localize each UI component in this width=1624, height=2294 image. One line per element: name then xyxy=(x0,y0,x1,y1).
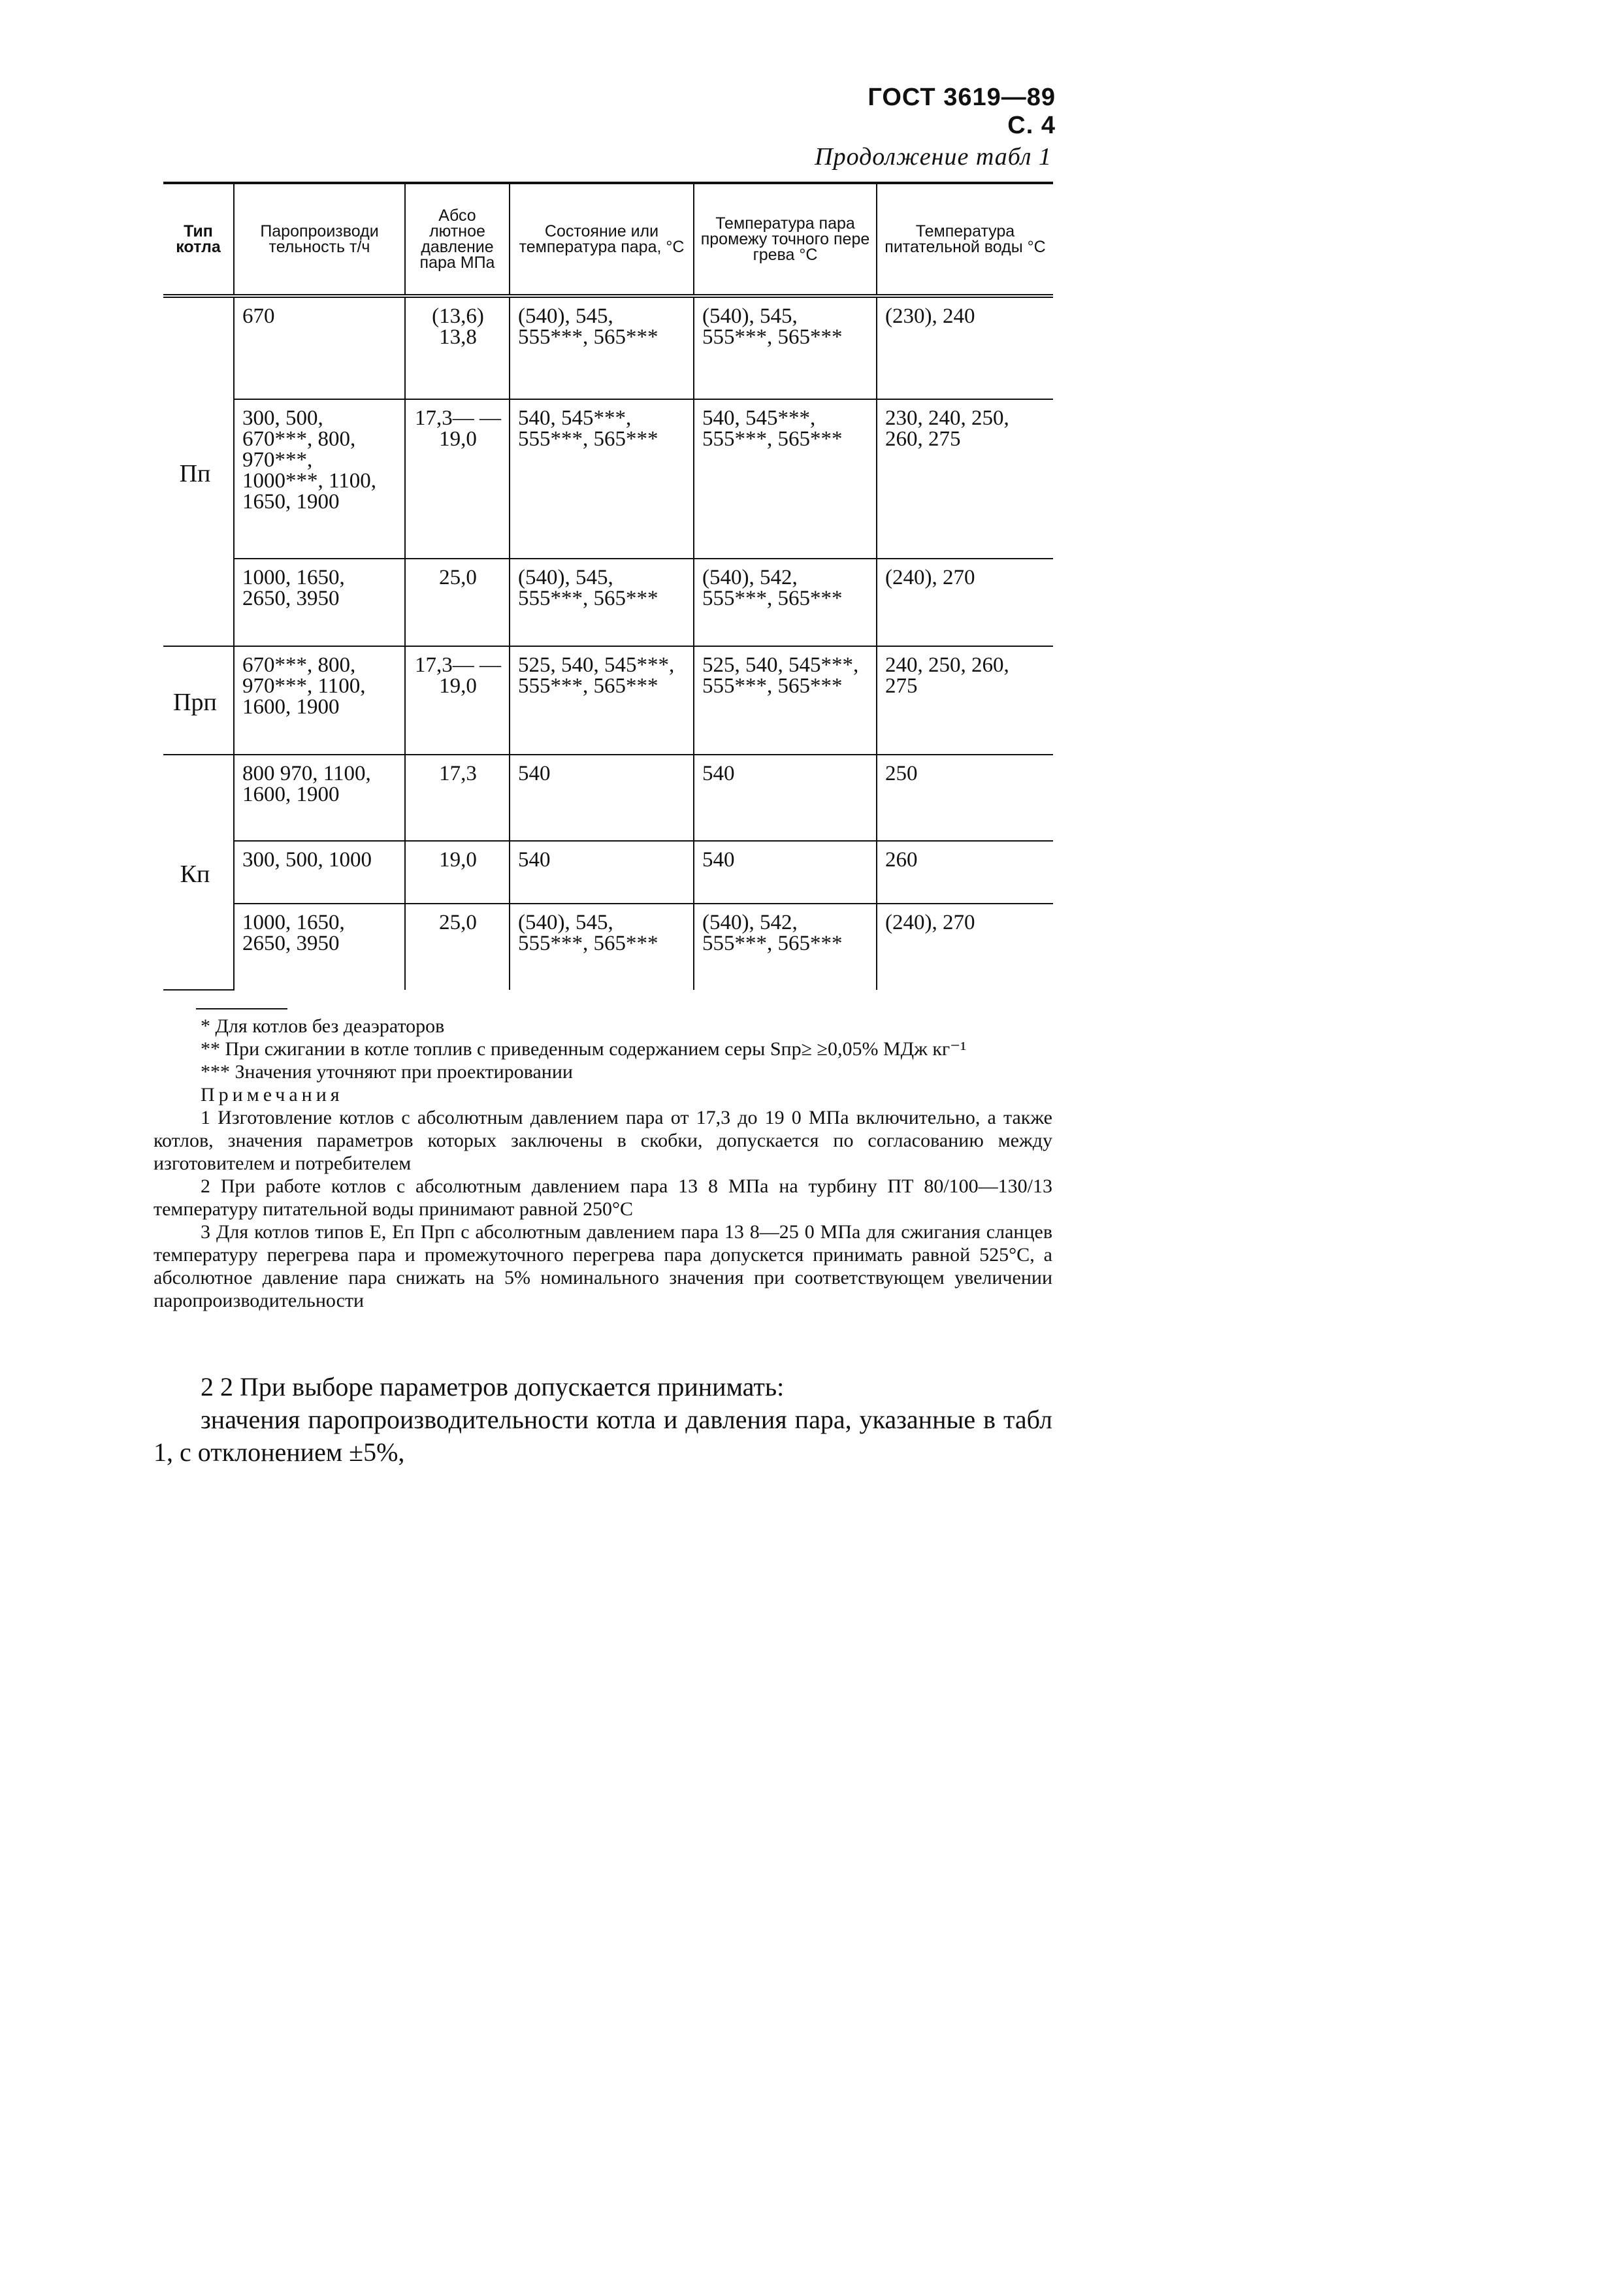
table-row xyxy=(163,904,1053,990)
reheat-temperature-cell: 540 xyxy=(694,841,877,904)
steam-temperature-cell: 525, 540, 545***, 555***, 565*** xyxy=(510,646,694,755)
feedwater-temperature-cell: 240, 250, 260, 275 xyxy=(877,646,1053,755)
capacity-cell: 300, 500, 1000 xyxy=(234,841,405,904)
capacity-cell: 670 xyxy=(234,296,405,399)
paragraph: значения паропроизводительности котла и давления пара, указанные в табл 1, с отклонением ±5%, xyxy=(154,1405,1052,1467)
note: 2 При работе котлов с абсолютным давлением пара 13 8 МПа на турбину ПТ 80/100—130/13 температуру питательной воды принимают равной 250°С xyxy=(154,1175,1052,1220)
table-row xyxy=(163,559,1053,646)
steam-temperature-cell: 540 xyxy=(510,841,694,904)
footnote-divider xyxy=(196,1008,287,1009)
steam-temperature-cell: (540), 545, 555***, 565*** xyxy=(510,296,694,399)
feedwater-temperature-cell: (240), 270 xyxy=(877,559,1053,646)
feedwater-temperature-cell: (230), 240 xyxy=(877,296,1053,399)
steam-temperature-cell: (540), 545, 555***, 565*** xyxy=(510,559,694,646)
table-header-row xyxy=(163,183,1053,296)
column-header-steam-temperature: Состояние или температура пара, °С xyxy=(510,183,694,296)
pressure-cell: 25,0 xyxy=(405,904,510,990)
capacity-cell: 670***, 800, 970***, 1100, 1600, 1900 xyxy=(234,646,405,755)
note: 1 Изготовление котлов с абсолютным давлением пара от 17,3 до 19 0 МПа включительно, а также котлов, значения параметров которых заключены в скобки, допускается по согласованию между изготовителем и потребителем xyxy=(154,1107,1052,1174)
reheat-temperature-cell: 540 xyxy=(694,755,877,841)
capacity-cell: 1000, 1650, 2650, 3950 xyxy=(234,904,405,990)
pressure-cell: 17,3— —19,0 xyxy=(405,399,510,559)
boiler-type-cell: Прп xyxy=(163,646,234,755)
capacity-cell: 800 970, 1100, 1600, 1900 xyxy=(234,755,405,841)
boiler-type-cell: Пп xyxy=(163,296,234,646)
body-text xyxy=(154,1371,1052,1469)
paragraph: 2 2 При выборе параметров допускается принимать: xyxy=(201,1372,785,1401)
notes-title: Примечания xyxy=(201,1084,344,1106)
reheat-temperature-cell: 525, 540, 545***, 555***, 565*** xyxy=(694,646,877,755)
capacity-cell: 1000, 1650, 2650, 3950 xyxy=(234,559,405,646)
table-row xyxy=(163,755,1053,841)
column-header-type: Тип котла xyxy=(163,183,234,296)
table-row xyxy=(163,841,1053,904)
note: 3 Для котлов типов Е, Еп Прп с абсолютным давлением пара 13 8—25 0 МПа для сжигания сланцев температуру перегрева пара и промежуточного перегрева пара допускется принимать равной 525°С, а абсолютное давление пара снижать на 5% номинального значения при соответствующем увеличении паропроизводительности xyxy=(154,1221,1052,1311)
reheat-temperature-cell: (540), 542, 555***, 565*** xyxy=(694,559,877,646)
steam-temperature-cell: 540 xyxy=(510,755,694,841)
boiler-type-cell: Кп xyxy=(163,755,234,990)
capacity-cell: 300, 500, 670***, 800, 970***, 1000***, 1100, 1650, 1900 xyxy=(234,399,405,559)
pressure-cell: 17,3 xyxy=(405,755,510,841)
page-header: ГОСТ 3619—89 С. 4 xyxy=(868,84,1056,139)
reheat-temperature-cell: (540), 545, 555***, 565*** xyxy=(694,296,877,399)
reheat-temperature-cell: 540, 545***, 555***, 565*** xyxy=(694,399,877,559)
feedwater-temperature-cell: 230, 240, 250, 260, 275 xyxy=(877,399,1053,559)
feedwater-temperature-cell: 250 xyxy=(877,755,1053,841)
pressure-cell: 25,0 xyxy=(405,559,510,646)
pressure-cell: 17,3— —19,0 xyxy=(405,646,510,755)
steam-temperature-cell: 540, 545***, 555***, 565*** xyxy=(510,399,694,559)
table-row xyxy=(163,646,1053,755)
notes-section xyxy=(154,1015,1052,1312)
column-header-feedwater-temperature: Температура питательной воды °С xyxy=(877,183,1053,296)
pressure-cell: 19,0 xyxy=(405,841,510,904)
column-header-reheat-temperature: Температура пара промежу точного пере грева °С xyxy=(694,183,877,296)
table-row xyxy=(163,296,1053,399)
column-header-pressure: Абсо лютное давление пара МПа xyxy=(405,183,510,296)
footnote: * Для котлов без деаэраторов xyxy=(201,1015,445,1037)
column-header-capacity: Паропроизводи тельность т/ч xyxy=(234,183,405,296)
table-row xyxy=(163,399,1053,559)
pressure-cell: (13,6) 13,8 xyxy=(405,296,510,399)
footnote: ** При сжигании в котле топлив с приведенным содержанием серы Sпр≥ ≥0,05% МДж кг⁻¹ xyxy=(201,1038,967,1060)
table-caption: Продолжение табл 1 xyxy=(815,143,1052,171)
reheat-temperature-cell: (540), 542, 555***, 565*** xyxy=(694,904,877,990)
steam-temperature-cell: (540), 545, 555***, 565*** xyxy=(510,904,694,990)
footnote: *** Значения уточняют при проектировании xyxy=(201,1061,573,1083)
parameters-table xyxy=(163,182,1053,991)
feedwater-temperature-cell: 260 xyxy=(877,841,1053,904)
feedwater-temperature-cell: (240), 270 xyxy=(877,904,1053,990)
